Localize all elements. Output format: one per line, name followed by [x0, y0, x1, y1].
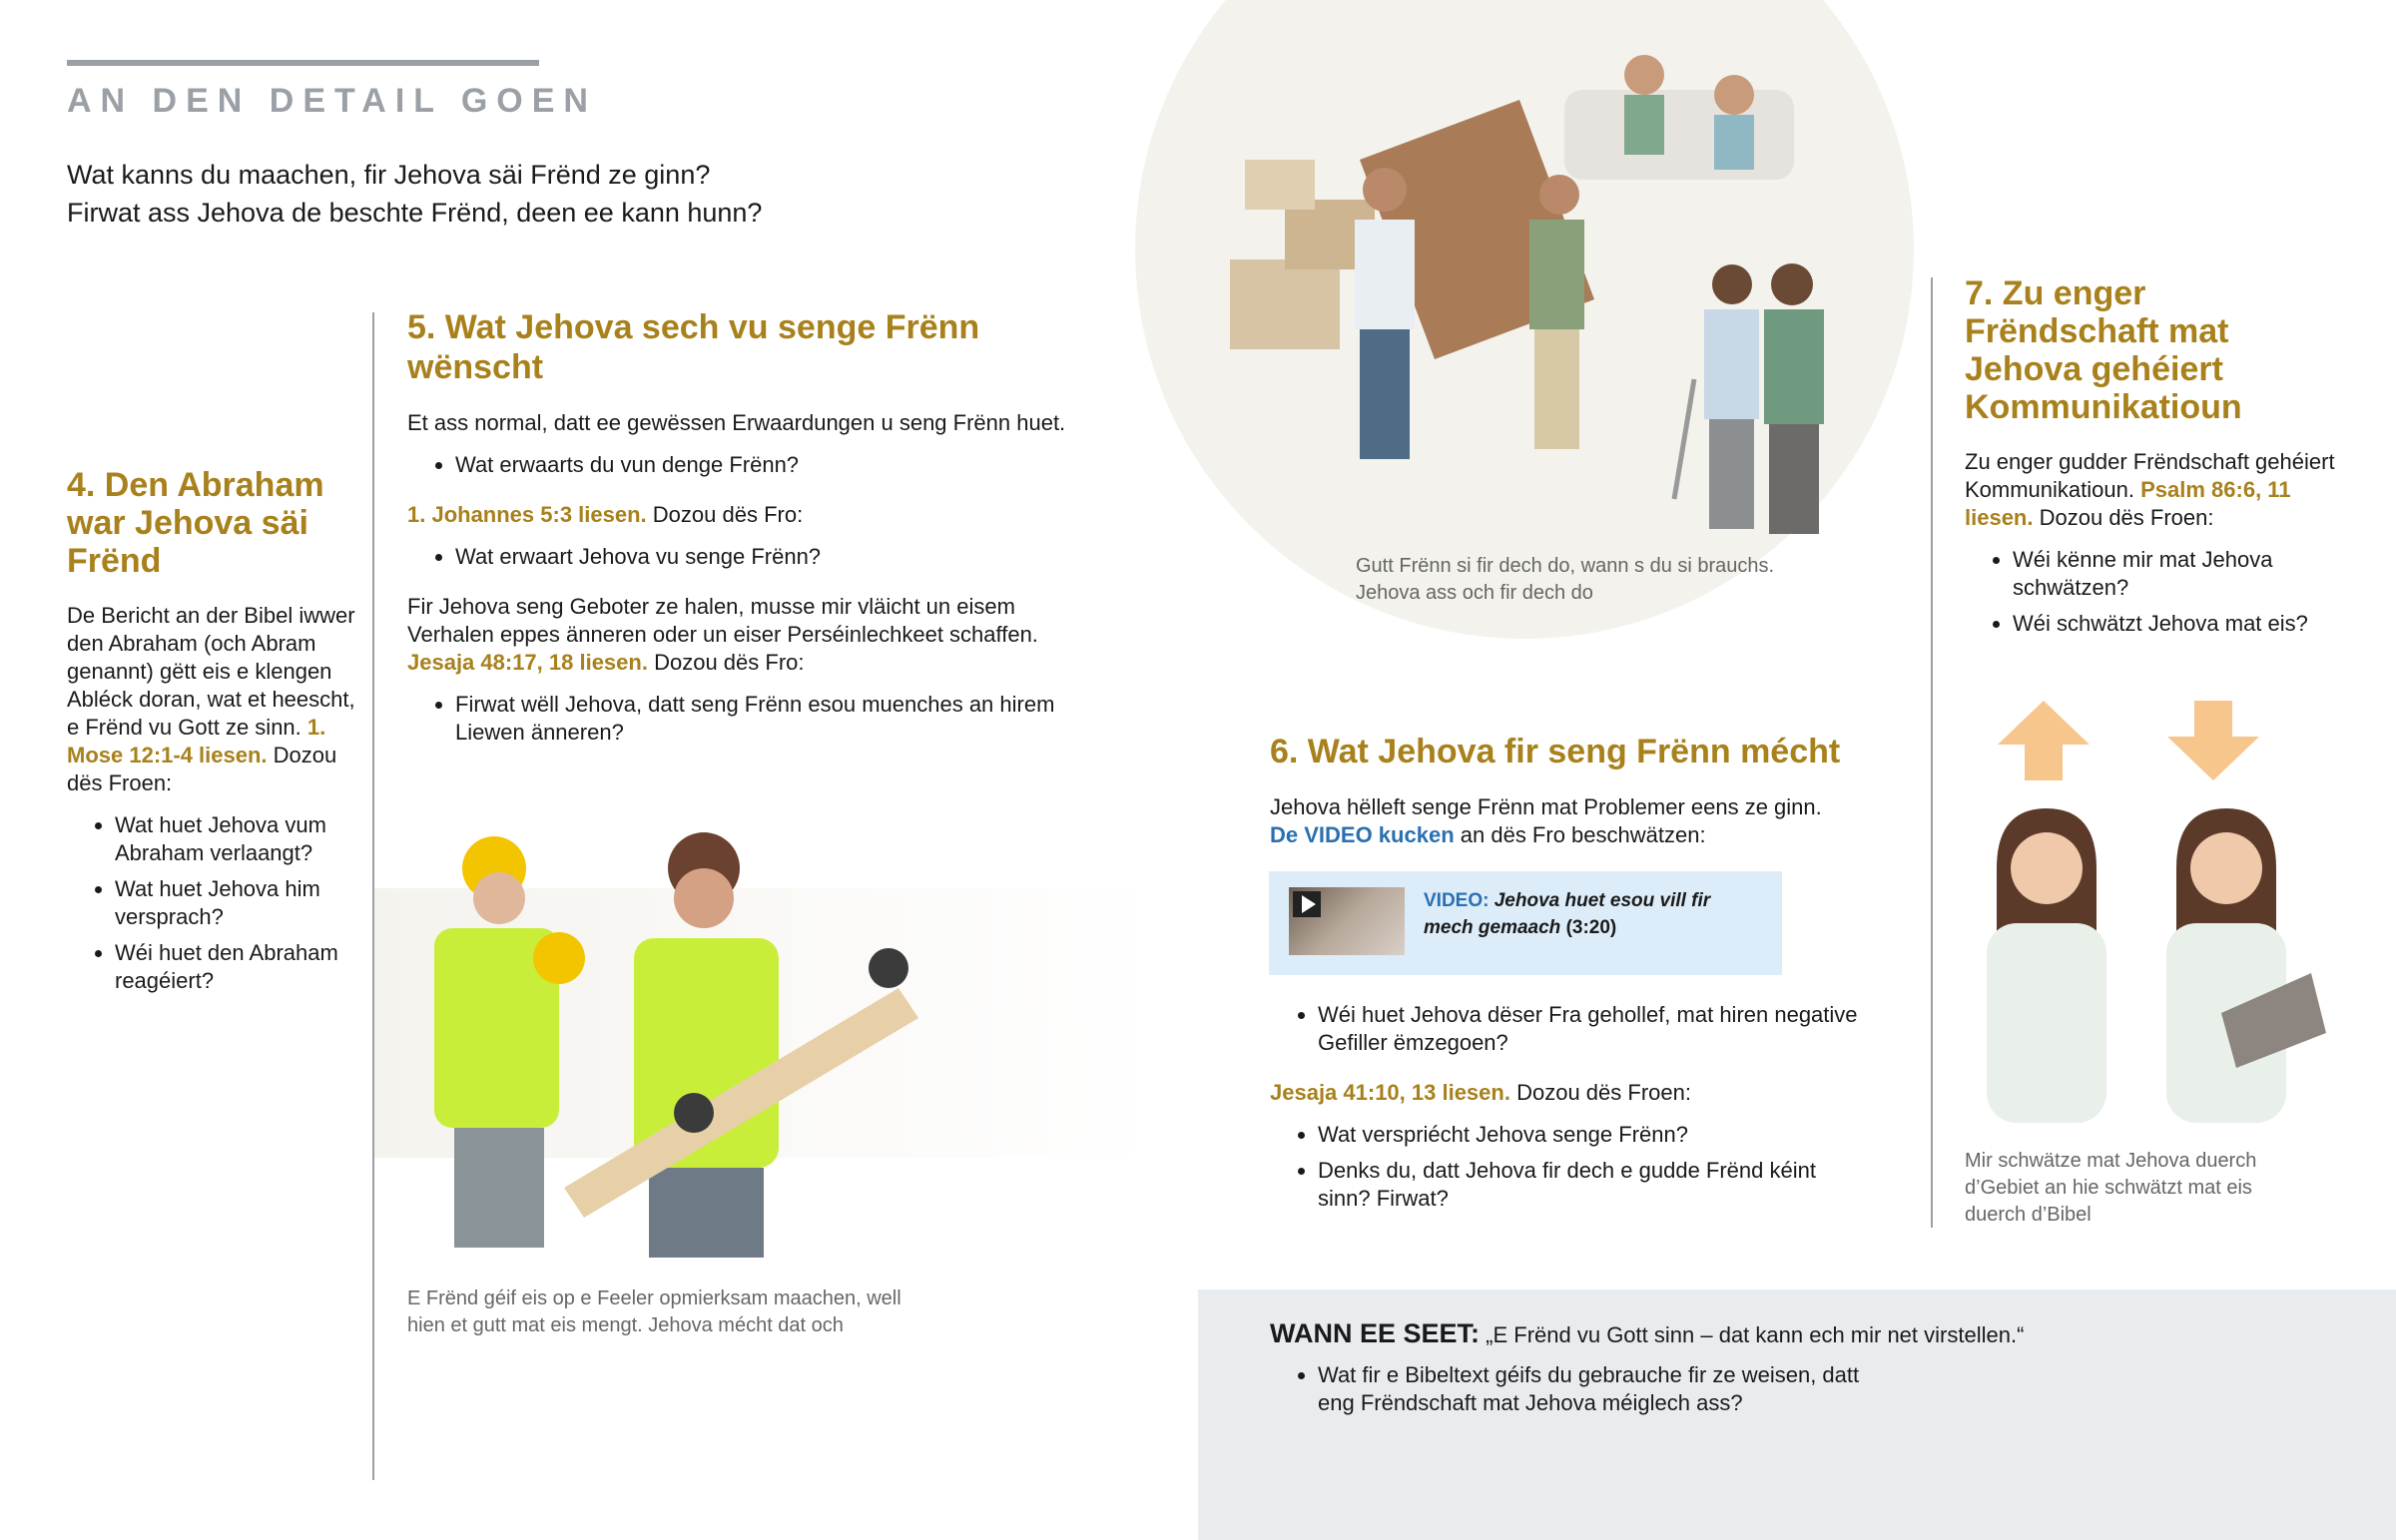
section-7-paragraph: Zu enger gudder Frëndschaft gehéiert Kommunikatioun. [1965, 449, 2335, 502]
workers-caption: E Frënd géif eis op e Feeler opmierksam maachen, well hien et gutt mat eis mengt. Jehova mécht dat och [407, 1287, 901, 1336]
section-7 [1965, 274, 2344, 652]
objection-label: WANN EE SEET: [1270, 1318, 1481, 1348]
section-4-text [67, 602, 356, 797]
section-4-question-2: • Wat huet Jehova him versprach? [115, 875, 356, 931]
video-card[interactable] [1269, 871, 1782, 975]
section-5-scripture-link-2[interactable]: Jesaja 48:17, 18 liesen. [407, 650, 648, 675]
intro-question-2: Firwat ass Jehova de beschte Frënd, deen ee kann hunn? [67, 198, 763, 228]
girl-praying-reading-drawing [1977, 798, 2366, 1138]
section-5-ref1-after: Dozou dës Fro: [652, 502, 804, 527]
section-5-paragraph [407, 593, 1106, 677]
moving-caption: Gutt Frënn si fir dech do, wann s du si brauchs. Jehova ass och fir dech do [1356, 555, 1775, 604]
workers-illustration [374, 788, 1153, 1268]
section-7-question-1: • Wéi kënne mir mat Jehova schwätzen? [2013, 546, 2344, 602]
play-button-bg[interactable] [1293, 891, 1321, 917]
section-6-question-3: • Denks du, datt Jehova fir dech e gudde Frënd kéint sinn? Firwat? [1318, 1157, 1859, 1213]
section-5-title: 5. Wat Jehova sech vu senge Frënn wënscht [407, 308, 980, 386]
section-4-question-1: • Wat huet Jehova vum Abraham verlaangt? [115, 811, 356, 867]
video-title: Jehova huet esou vill fir mech gemaach [1424, 890, 1711, 938]
section-4 [67, 466, 356, 1009]
section-5-scripture-link-1[interactable]: 1. Johannes 5:3 liesen. [407, 502, 647, 527]
section-6-title: 6. Wat Jehova fir seng Frënn mécht [1270, 733, 1841, 770]
video-info [1424, 887, 1763, 941]
section-6-question-1: • Wéi huet Jehova dëser Fra gehollef, mat hiren negative Gefiller ëmzegoen? [1318, 1001, 1859, 1057]
section-4-scripture-link[interactable]: 1. Mose 12:1-4 liesen. [67, 715, 326, 768]
section-4-after: Dozou dës Froen: [67, 743, 337, 795]
section-4-title: 4. Den Abraham war Jehova säi Frënd [67, 466, 324, 580]
objection-panel [1198, 1289, 2396, 1540]
section-5-ref2-after: Dozou dës Fro: [654, 650, 805, 675]
section-7-after: Dozou dës Froen: [2039, 505, 2214, 530]
section-5-intro: Et ass normal, datt ee gewëssen Erwaardungen u seng Frënn huet. [407, 410, 1066, 435]
section-6-ref-after: Dozou dës Froen: [1516, 1080, 1691, 1105]
section-5 [407, 307, 1106, 761]
section-6-question-2: • Wat verspriécht Jehova senge Frënn? [1318, 1121, 1859, 1149]
divider-right [1931, 277, 1933, 1228]
intro-questions [67, 156, 1115, 232]
intro-question-1: Wat kanns du maachen, fir Jehova säi Frënd ze ginn? [67, 160, 711, 190]
section-7-scripture-link[interactable]: Psalm 86:6, 11 liesen. [1965, 477, 2291, 530]
moving-friends-drawing [1135, 0, 1914, 639]
section-6-ref [1270, 1079, 1859, 1107]
play-icon [1302, 895, 1316, 913]
section-4-paragraph: De Bericht an der Bibel iwwer den Abraham (och Abram genannt) gëtt eis e klengen Abléck doran, wat et heescht, e Frënd vu Gott ze sinn. [67, 603, 355, 740]
workers-drawing [374, 788, 1153, 1268]
section-5-ref1 [407, 501, 1106, 529]
prayer-caption: Mir schwätze mat Jehova duerch d’Gebiet an hie schwätzt mat eis duerch d’Bibel [1965, 1150, 2257, 1226]
section-6-video-after: an dës Fro beschwätzen: [1460, 822, 1706, 847]
section-7-title: 7. Zu enger Frëndschaft mat Jehova gehéiert Kommunikatioun [1965, 274, 2242, 426]
video-label: VIDEO: [1424, 890, 1490, 911]
section-6-intro [1270, 793, 1859, 849]
video-thumbnail[interactable] [1289, 887, 1405, 955]
section-kicker: AN DEN DETAIL GOEN [67, 82, 597, 120]
section-6-intro-text: Jehova hëlleft senge Frënn mat Problemer eens ze ginn. [1270, 794, 1822, 819]
objection-content [1270, 1319, 2268, 1431]
prayer-reading-illustration [1977, 699, 2366, 1118]
section-4-questions [67, 811, 356, 995]
section-4-question-3: • Wéi huet den Abraham reagéiert? [115, 939, 356, 995]
video-duration: (3:20) [1565, 917, 1617, 938]
arrow-up-shaft [2025, 745, 2063, 780]
section-6-scripture-link[interactable]: Jesaja 41:10, 13 liesen. [1270, 1080, 1510, 1105]
objection-quote: „E Frënd vu Gott sinn – dat kann ech mir net virstellen.“ [1486, 1322, 2025, 1347]
objection-question: • Wat fir e Bibeltext géifs du gebrauche fir ze weisen, datt eng Frëndschaft mat Jehova méiglech ass? [1318, 1361, 1877, 1417]
section-5-para-text: Fir Jehova seng Geboter ze halen, musse mir vläicht un eisem Verhalen eppes änneren oder un eiser Perséinlechkeet schaffen. [407, 594, 1038, 647]
section-7-question-2: • Wéi schwätzt Jehova mat eis? [2013, 610, 2344, 638]
arrow-down-icon [2167, 737, 2259, 780]
section-7-text [1965, 448, 2344, 532]
objection-quote-line [1270, 1319, 2268, 1349]
arrow-up-icon [1998, 701, 2090, 745]
section-5-question-3: • Firwat wëll Jehova, datt seng Frënn esou muenches an hirem Liewen änneren? [455, 691, 1106, 747]
section-5-question-1: • Wat erwaarts du vun denge Frënn? [455, 451, 1106, 479]
arrow-down-shaft [2194, 701, 2232, 737]
moving-illustration [1135, 0, 1914, 639]
video-link[interactable]: De VIDEO kucken [1270, 822, 1455, 847]
section-6 [1270, 732, 1859, 1227]
section-5-question-2: • Wat erwaart Jehova vu senge Frënn? [455, 543, 1106, 571]
header-rule [67, 60, 539, 66]
